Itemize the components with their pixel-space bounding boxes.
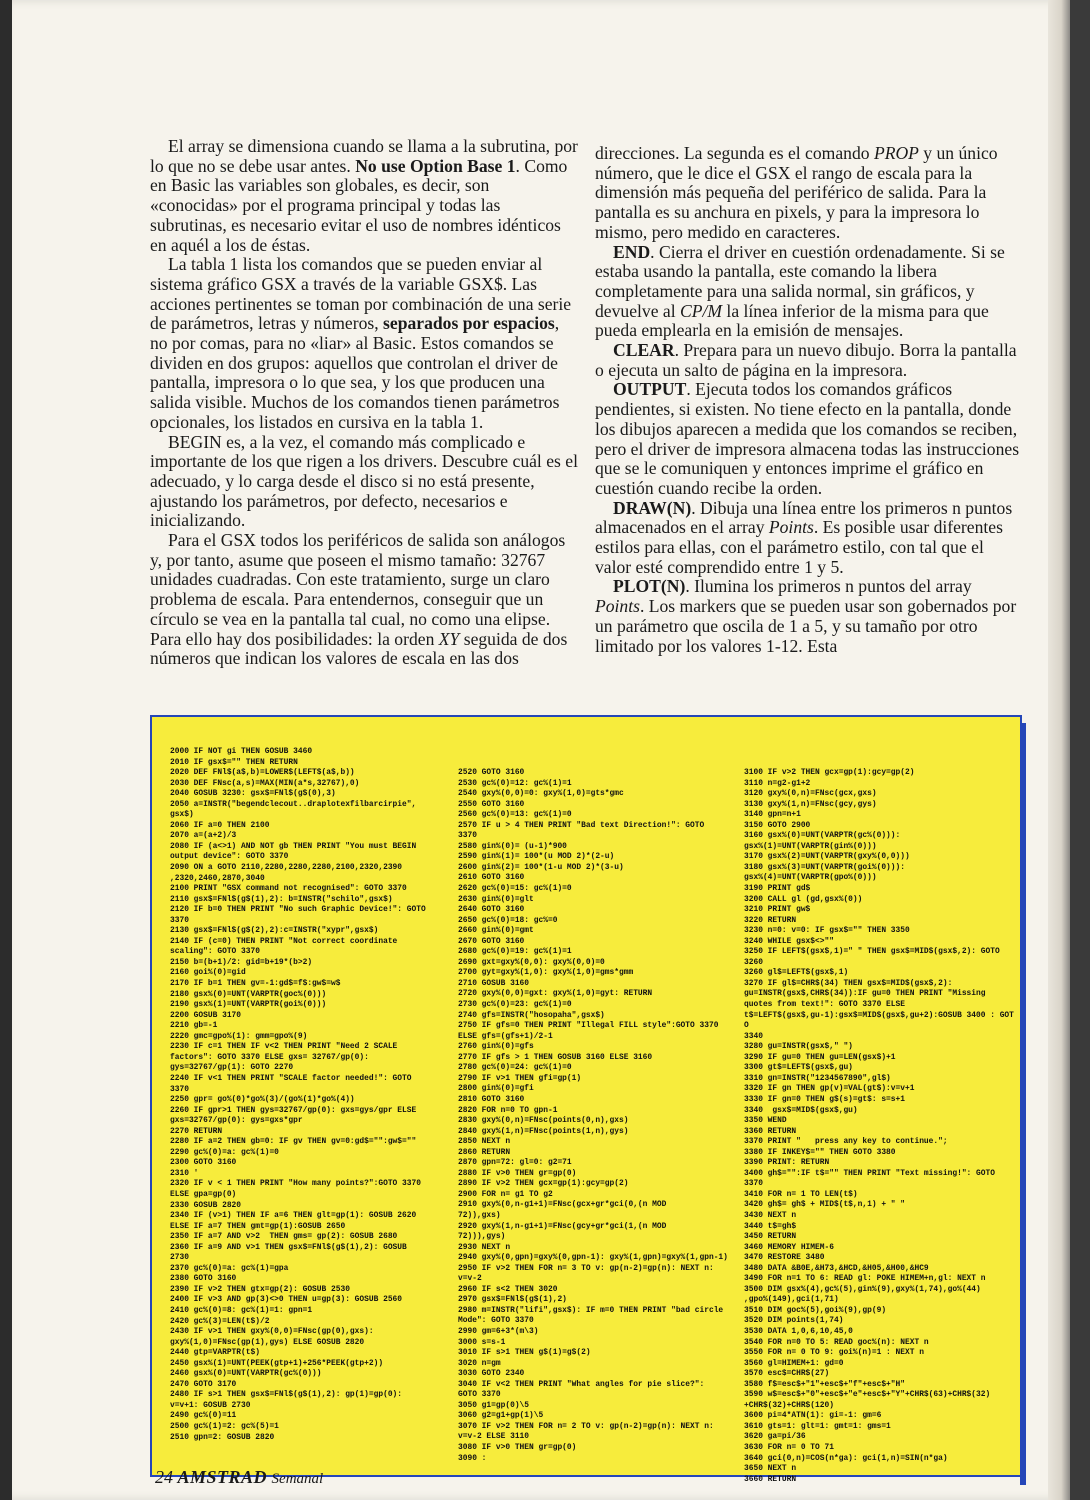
paragraph-output: OUTPUT. Ejecuta todos los comandos gráficos pendientes, si existen. No tiene efecto en la pantalla, donde los dibujos aparecen a medida que los comandos se reciben, pero el driver de impresora almacena todas las instrucciones que se le comuniquen y entonces imprime el gráfico en cuestión cuando recibe la orden.: [595, 379, 1020, 498]
output-command-title: OUTPUT: [613, 379, 687, 400]
plot-command-title: PLOT(N): [613, 576, 686, 597]
scan-left-border: [0, 0, 12, 1500]
paragraph-scale: Para el GSX todos los periféricos de salida son análogos y, por tanto, asume que poseen el mismo tamaño: 32767 unidades cuadradas. Con este tratamiento, surge un claro problema de escala. Para entendernos, conseguir que un círculo se vea en la pantalla tal cual, no como una elipse. Para ello hay dos posibilidades: la orden XY seguida de dos números que indican los valores de escala en las dos: [150, 530, 568, 669]
listing-column-2: 2520 GOTO 3160 2530 gc%(0)=12: gc%(1)=1 2540 gxy%(0,0)=0: gxy%(1,0)=gts*gmc 2550 GOTO 3160 2560 gc%(0)=13: gc%(1)=0 2570 IF u > 4 THEN PRINT "Bad text Direction!": GOTO 3370 2580 gin%(0)= (u-1)*900 2590 gin%(1)= 100*(u MOD 2)*(2-u) 2600 gin%(2)= 100*(1-u MOD 2)*(3-u) 2610 GOTO 3160 2620 gc%(0)=15: gc%(1)=0 2630 gin%(0)=glt 2640 GOTO 3160 2650 gc%(0)=18: gc%=0 2660 gin%(0)=gmt 2670 GOTO 3160 2680 gc%(0)=19: gc%(1)=1 2690 gxt=gxy%(0,0): gxy%(0,0)=0 2700 gyt=gxy%(1,0): gxy%(1,0)=gms*gmm 2710 GOSUB 3160 2720 gxy%(0,0)=gxt: gxy%(1,0)=gyt: RETURN 2730 gc%(0)=23: gc%(1)=0 2740 gfs=INSTR("hosopaha",gsx$) 2750 IF gfs=0 THEN PRINT "Illegal FILL style":GOTO 3370 ELSE gfs=(gfs+1)/2-1 2760 gin%(0)=gfs 2770 IF gfs > 1 THEN GOSUB 3160 ELSE 3160 2780 gc%(0)=24: gc%(1)=0 2790 IF v>1 THEN gfi=gp(1) 2800 gin%(0)=gfi 2810 GOTO 3160 2820 FOR n=0 TO gpn-1 2830 gxy%(0,n)=FNsc(points(0,n),gxs) 2840 gxy%(1,n)=FNsc(points(1,n),gys) 2850 NEXT n 2860 RETURN 2870 gpn=72: gl=0: g2=71 2880 IF v>0 THEN gr=gp(0) 2890 IF v>2 THEN gcx=gp(1):gcy=gp(2) 2900 FOR n= g1 TO g2 2910 gxy%(0,n-g1+1)=FNsc(gcx+gr*gci(0,(n MOD 72)),gxs) 2920 gxy%(1,n-g1+1)=FNsc(gcy+gr*gci(1,(n MOD 72))),gys) 2930 NEXT n 2940 gxy%(0,gpn)=gxy%(0,gpn-1): gxy%(1,gpn)=gxy%(1,gpn-1) 2950 IF v>2 THEN FOR n= 3 TO v: gp(n-2)=gp(n): NEXT n: v=v-2 2960 IF s<2 THEN 3020 2970 gsx$=FNl$(g$(1),2) 2980 m=INSTR("lifi",gsx$): IF m=0 THEN PRINT "bad circle Mode": GOTO 3370 2990 gm=6+3*(m\3) 3000 s=s-1 3010 IF s>1 THEN g$(1)=g$(2) 3020 n=gm 3030 GOTO 2340 3040 IF v<2 THEN PRINT "What angles for pie slice?": GOTO 3370 3050 g1=gp(0)\5 3060 g2=g1+gp(1)\5 3070 IF v>2 THEN FOR n= 2 TO v: gp(n-2)=gp(n): NEXT n: v=v-2 ELSE 3110 3080 IF v>0 THEN gr=gp(0) 3090 :: [458, 768, 728, 1463]
page-number: 24: [155, 1467, 173, 1487]
spaces-emphasis: separados por espacios: [383, 313, 555, 334]
option-base-warning: No use Option Base 1: [355, 155, 516, 176]
magazine-name: AMSTRAD: [177, 1467, 268, 1487]
paragraph-draw: DRAW(N). Dibuja una línea entre los primeros n puntos almacenados en el array Points. Es posible usar diferentes estilos para ellas, con el parámetro estilo, con tal que el valor esté comprendido entre 1 y 5.: [595, 497, 1013, 577]
right-text-column: [595, 144, 1020, 656]
left-text-column: [150, 137, 580, 669]
paragraph-array-dimension: El array se dimensiona cuando se llama a la subrutina, por lo que no se debe usar antes. No use Option Base 1. Como en Basic las variables son globales, es decir, son «conocidas» por el programa principal y todas las subrutinas, es necesario evitar el uso de nombres idénticos en aquél a los de éstas.: [150, 136, 578, 255]
paragraph-gsx-commands: La tabla 1 lista los comandos que se pueden enviar al sistema gráfico GSX a través de la variable GSX$. Las acciones pertinentes se toman por combinación de una serie de parámetros, letras y números, separados por espacios, no por comas, para no «liar» al Basic. Estos comandos se dividen en dos grupos: aquellos que controlan el driver de pantalla, impresora o lo que sea, y los que producen una salida visible. Muchos de los comandos tienen parámetros opcionales, los listados en cursiva en la tabla 1.: [150, 254, 572, 432]
listing-column-3: 3100 IF v>2 THEN gcx=gp(1):gcy=gp(2) 3110 n=g2-g1+2 3120 gxy%(0,n)=FNsc(gcx,gxs) 3130 gxy%(1,n)=FNsc(gcy,gys) 3140 gpn=n+1 3150 GOTO 2900 3160 gsx%(0)=UNT(VARPTR(gc%(0))): gsx%(1)=UNT(VARPTR(gin%(0))) 3170 gsx%(2)=UNT(VARPTR(gxy%(0,0))) 3180 gsx%(3)=UNT(VARPTR(goi%(0))): gsx%(4)=UNT(VARPTR(gpo%(0))) 3190 PRINT gd$ 3200 CALL gl (gd,gsx%(0)) 3210 PRINT gw$ 3220 RETURN 3230 n=0: v=0: IF gsx$="" THEN 3350 3240 WHILE gsx$<>"" 3250 IF LEFT$(gsx$,1)=" " THEN gsx$=MID$(gsx$,2): GOTO 3260 3260 gl$=LEFT$(gsx$,1) 3270 IF gl$=CHR$(34) THEN gsx$=MID$(gsx$,2): gu=INSTR(gsx$,CHR$(34)):IF gu=0 THEN PRINT "Missing quotes from text!": GOTO 3370 ELSE t$=LEFT$(gsx$,gu-1):gsx$=MID$(gsx$,gu+2):GOSUB 3400 : GOTO 3340 3280 gu=INSTR(gsx$," ") 3290 IF gu=0 THEN gu=LEN(gsx$)+1 3300 gt$=LEFT$(gsx$,gu) 3310 gn=INSTR("1234567890",gl$) 3320 IF gn THEN gp(v)=VAL(gt$):v=v+1 3330 IF gn=0 THEN g$(s)=gt$: s=s+1 3340 gsx$=MID$(gsx$,gu) 3350 WEND 3360 RETURN 3370 PRINT " press any key to continue."; 3380 IF INKEY$="" THEN GOTO 3380 3390 PRINT: RETURN 3400 gh$="":IF t$="" THEN PRINT "Text missing!": GOTO 3370 3410 FOR n= 1 TO LEN(t$) 3420 gh$= gh$ + MID$(t$,n,1) + " " 3430 NEXT n 3440 t$=gh$ 3450 RETURN 3460 MEMORY HIMEM-6 3470 RESTORE 3480 3480 DATA &B0E,&H73,&HCD,&H05,&H00,&HC9 3490 FOR n=1 TO 6: READ gl: POKE HIMEM+n,gl: NEXT n 3500 DIM gsx%(4),gc%(5),gin%(9),gxy%(1,74),go%(44) ,gpo%(149),gci(1,71) 3510 DIM goc%(5),goi%(9),gp(9) 3520 DIM points(1,74) 3530 DATA 1,0,6,10,45,0 3540 FOR n=0 TO 5: READ goc%(n): NEXT n 3550 FOR n= 0 TO 9: goi%(n)=1 : NEXT n 3560 gl=HIMEM+1: gd=0 3570 esc$=CHR$(27) 3580 f$=esc$+"1"+esc$+"f"+esc$+"H" 3590 w$=esc$+"0"+esc$+"e"+esc$+"Y"+CHR$(63)+CHR$(32) +CHR$(32)+CHR$(120) 3600 pi=4*ATN(1): gi=-1: gm=6 3610 gts=1: glt=1: gmt=1: gms=1 3620 ga=pi/36 3630 FOR n= 0 TO 71 3640 gci(0,n)=COS(n*ga): gci(1,n)=SIN(n*ga) 3650 NEXT n 3660 RETURN: [744, 768, 1014, 1484]
paragraph-plot: PLOT(N). Ilumina los primeros n puntos del array Points. Los markers que se pueden usar son gobernados por un parámetro que oscila de 1 a 5, y su tamaño por otro limitado por los valores 1-12. Esta: [595, 576, 1017, 656]
draw-command-title: DRAW(N): [613, 497, 692, 518]
paragraph-begin: BEGIN es, a la vez, el comando más complicado e importante de los que rigen a los drivers. Descubre cuál es el adecuado, y lo carga desde el disco si no está presente, ajustando los parámetros, por defecto, necesarios e inicializando.: [150, 431, 578, 531]
paragraph-clear: CLEAR. Prepara para un nuevo dibujo. Borra la pantalla o ejecuta un salto de página en la impresora.: [595, 340, 1017, 380]
listing-column-1: 2000 IF NOT gi THEN GOSUB 3460 2010 IF gsx$="" THEN RETURN 2020 DEF FNl$(a$,b)=LOWER$(LEFT$(a$,b)) 2030 DEF FNsc(a,s)=MAX(MIN(a*s,32767),0) 2040 GOSUB 3230: gsx$=FNl$(g$(0),3) 2050 a=INSTR("begendclecout..draplotexfilbarcirpie", gsx$) 2060 IF a=0 THEN 2100 2070 a=(a+2)/3 2080 IF (a<>1) AND NOT gb THEN PRINT "You must BEGIN output device": GOTO 3370 2090 ON a GOTO 2110,2280,2280,2280,2100,2320,2390 ,2320,2460,2870,3040 2100 PRINT "GSX command not recognised": GOTO 3370 2110 gsx$=FNl$(g$(1),2): b=INSTR("schilo",gsx$) 2120 IF b=0 THEN PRINT "No such Graphic Device!": GOTO 3370 2130 gsx$=FNl$(g$(2),2):c=INSTR("xypr",gsx$) 2140 IF (c=0) THEN PRINT "Not correct coordinate scaling": GOTO 3370 2150 b=(b+1)/2: gid=b+19*(b>2) 2160 goi%(0)=gid 2170 IF b=1 THEN gv=-1:gd$=f$:gw$=w$ 2180 gsx%(0)=UNT(VARPTR(goc%(0))) 2190 gsx%(1)=UNT(VARPTR(goi%(0))) 2200 GOSUB 3170 2210 gb=-1 2220 gmc=gpo%(1): gmm=gpo%(9) 2230 IF c=1 THEN IF v<2 THEN PRINT "Need 2 SCALE factors": GOTO 3370 ELSE gxs= 32767/gp(0): gys=32767/gp(1): GOTO 2270 2240 IF v<1 THEN PRINT "SCALE factor needed!": GOTO 3370 2250 gpr= go%(0)*go%(3)/(go%(1)*go%(4)) 2260 IF gpr>1 THEN gys=32767/gp(0): gxs=gys/gpr ELSE gxs=32767/gp(0): gys=gxs*gpr 2270 RETURN 2280 IF a=2 THEN gb=0: IF gv THEN gv=0:gd$="":gw$="" 2290 gc%(0)=a: gc%(1)=0 2300 GOTO 3160 2310 ' 2320 IF v < 1 THEN PRINT "How many points?":GOTO 3370 ELSE gpa=gp(0) 2330 GOSUB 2820 2340 IF (v>1) THEN IF a=6 THEN glt=gp(1): GOSUB 2620 ELSE IF a=7 THEN gmt=gp(1):GOSUB 2650 2350 IF a=7 AND v>2 THEN gms= gp(2): GOSUB 2680 2360 IF a=9 AND v>1 THEN gsx$=FNl$(g$(1),2): GOSUB 2730 2370 gc%(0)=a: gc%(1)=gpa 2380 GOTO 3160 2390 IF v>2 THEN gtx=gp(2): GOSUB 2530 2400 IF v>3 AND gp(3)<>0 THEN u=gp(3): GOSUB 2560 2410 gc%(0)=8: gc%(1)=1: gpn=1 2420 gc%(3)=LEN(t$)/2 2430 IF v>1 THEN gxy%(0,0)=FNsc(gp(0),gxs): gxy%(1,0)=FNsc(gp(1),gys) ELSE GOSUB 2820 2440 gtp=VARPTR(t$) 2450 gsx%(1)=UNT(PEEK(gtp+1)+256*PEEK(gtp+2)) 2460 gsx%(0)=UNT(VARPTR(gc%(0))) 2470 GOTO 3170 2480 IF s>1 THEN gsx$=FNl$(g$(1),2): gp(1)=gp(0): v=v+1: GOSUB 2730 2490 gc%(0)=11 2500 gc%(1)=2: gc%(5)=1 2510 gpn=2: GOSUB 2820: [170, 747, 426, 1442]
magazine-section: Semanal: [271, 1471, 324, 1487]
paragraph-prop: direcciones. La segunda es el comando PROP y un único número, que le dice el GSX el rango de escala para la dimensión más pequeña del periférico de salida. Para la pantalla es su anchura en pixels, y para la impresora lo mismo, pero medido en caracteres.: [595, 143, 998, 242]
clear-command-title: CLEAR: [613, 340, 675, 361]
end-command-title: END: [613, 241, 651, 262]
page-fold-edge: [1048, 0, 1070, 1500]
paragraph-end: END. Cierra el driver en cuestión ordenadamente. Si se estaba usando la pantalla, este comando la libera completamente para una salida normal, sin gráficos, y devuelve al CP/M la línea inferior de la misma para que pueda emplearla en la emisión de mensajes.: [595, 241, 1005, 341]
page-footer: [155, 1467, 323, 1488]
listing-box-shadow: [1020, 723, 1026, 1485]
